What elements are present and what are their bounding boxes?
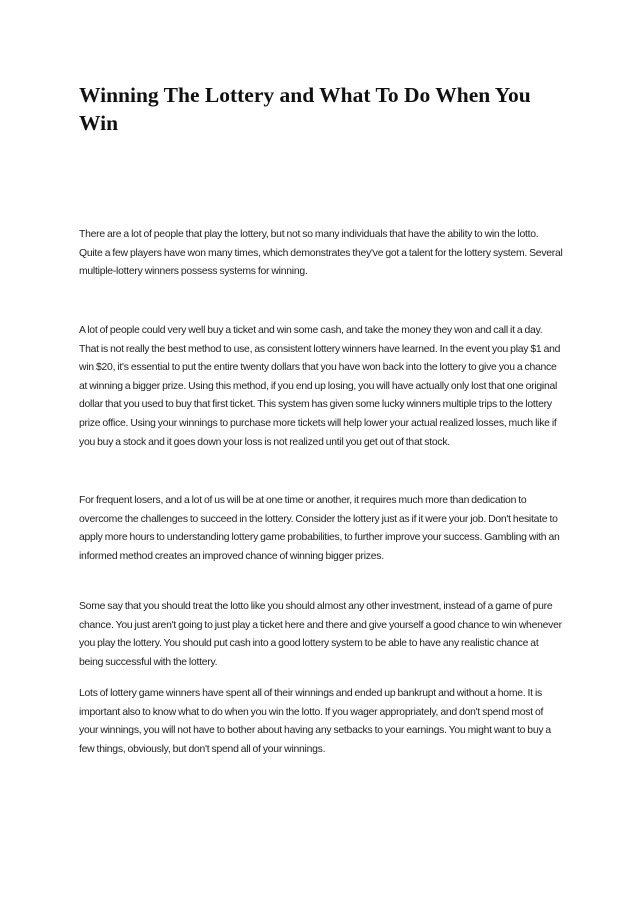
paragraph-1: There are a lot of people that play the lottery, but not so many individuals that have the ability to win the lotto. Quite a few players have won many times, which demonstrates they've got a talent for the lottery system. Several multiple-lottery winners possess systems for winning. (79, 229, 563, 278)
paragraph-5: Lots of lottery game winners have spent all of their winnings and ended up bankrupt and without a home. It is important also to know what to do when you win the lotto. If you wager appropriately, and don't spend most of your winnings, you will not have to bother about having any setbacks to your earnings. You might want to buy a few things, obviously, but don't spend all of your winnings. (79, 688, 551, 755)
paragraph-3: For frequent losers, and a lot of us will be at one time or another, it requires much more than dedication to overcome the challenges to succeed in the lottery. Consider the lottery just as if it were your job. Don't hesitate to apply more hours to understanding lottery game probabilities, to further improve your success. Gambling with an informed method creates an improved chance of winning bigger prizes. (79, 495, 560, 562)
document-title: Winning The Lottery and What To Do When You Win (79, 83, 531, 135)
paragraph-4: Some say that you should treat the lotto like you should almost any other investment, instead of a game of pure chance. You just aren't going to just play a ticket here and there and give yourself a good chance to win whenever you play the lottery. You should put cash into a good lottery system to be able to have any realistic chance at being successful with the lottery. (79, 601, 562, 668)
paragraph-2: A lot of people could very well buy a ticket and win some cash, and take the money they won and call it a day. That is not really the best method to use, as consistent lottery winners have learned. In the event you play $1 and win $20, it's essential to put the entire twenty dollars that you have won back into the lottery to give you a chance at winning a bigger prize. Using this method, if you end up losing, you will have actually only lost that one original dollar that you used to buy that first ticket. This system has given some lucky winners multiple trips to the lottery prize office. Using your winnings to purchase more tickets will help lower your actual realized losses, much like if you buy a stock and it goes down your loss is not realized until you get out of that stock. (79, 325, 561, 448)
